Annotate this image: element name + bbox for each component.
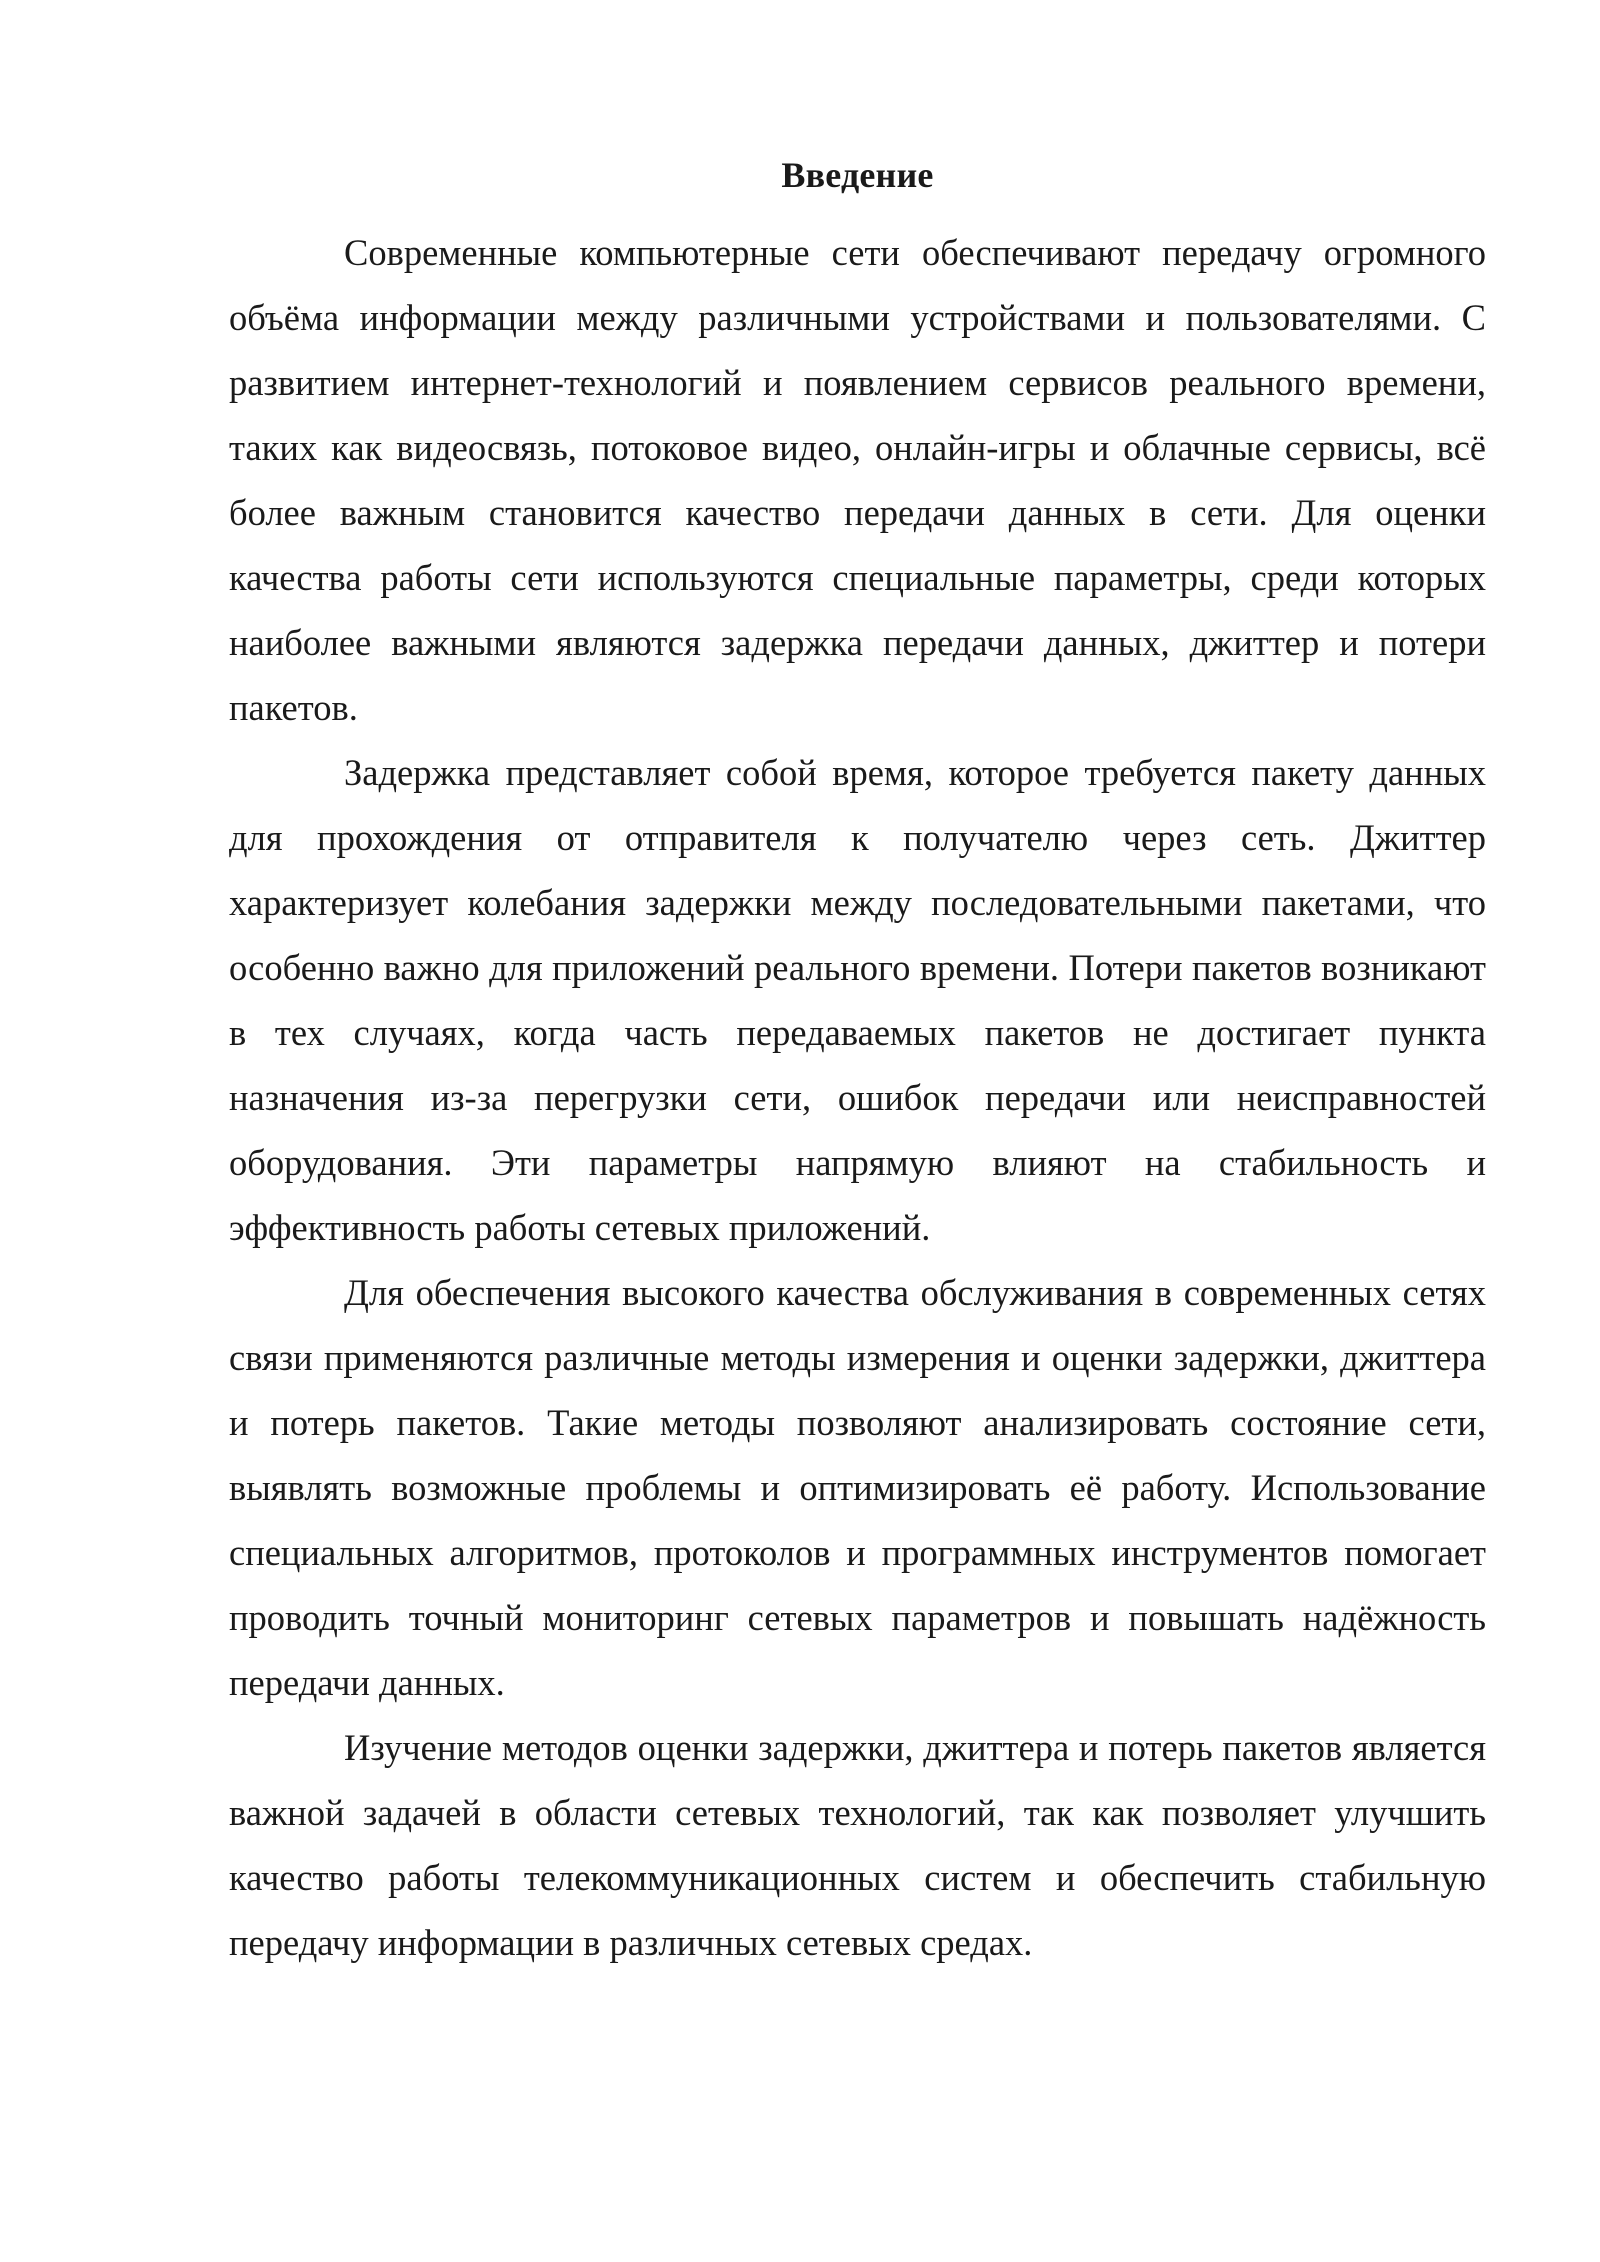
- paragraph-4: Изучение методов оценки задержки, джиттера и потерь пакетов является важной задачей в области сетевых технологий, так как позволяет улучшить качество работы телекоммуникационных систем и обеспечить стабильную передачу информации в различных сетевых средах.: [229, 1727, 1486, 1963]
- paragraph-3: Для обеспечения высокого качества обслуживания в современных сетях связи применяются различные методы измерения и оценки задержки, джиттера и потерь пакетов. Такие методы позволяют анализировать состояние сети, выявлять возможные проблемы и оптимизировать её работу. Использование специальных алгоритмов, протоколов и программных инструментов помогает проводить точный мониторинг сетевых параметров и повышать надёжность передачи данных.: [229, 1272, 1486, 1703]
- document-page: [229, 150, 1486, 1975]
- paragraph-2: Задержка представляет собой время, которое требуется пакету данных для прохождения от отправителя к получателю через сеть. Джиттер характеризует колебания задержки между последовательными пакетами, что особенно важно для приложений реального времени. Потери пакетов возникают в тех случаях, когда часть передаваемых пакетов не достигает пункта назначения из-за перегрузки сети, ошибок передачи или неисправностей оборудования. Эти параметры напрямую влияют на стабильность и эффективность работы сетевых приложений.: [229, 752, 1486, 1248]
- paragraph-1: Современные компьютерные сети обеспечивают передачу огромного объёма информации между различными устройствами и пользователями. С развитием интернет-технологий и появлением сервисов реального времени, таких как видеосвязь, потоковое видео, онлайн-игры и облачные сервисы, всё более важным становится качество передачи данных в сети. Для оценки качества работы сети используются специальные параметры, среди которых наиболее важными являются задержка передачи данных, джиттер и потери пакетов.: [229, 232, 1486, 728]
- page-title: Введение: [781, 155, 934, 195]
